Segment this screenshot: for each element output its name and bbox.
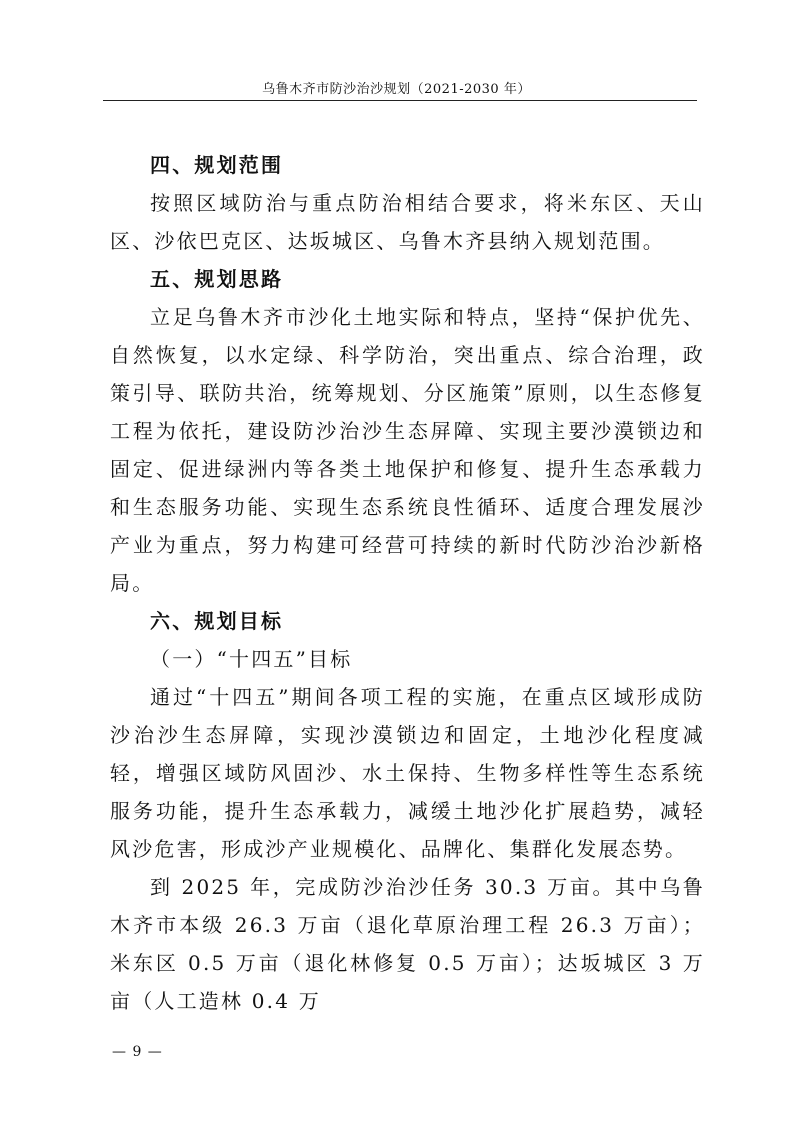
section-heading-scope: 四、规划范围 [150,153,284,177]
header-divider [103,100,697,101]
paragraph-goals-overview: 通过“十四五”期间各项工程的实施，在重点区域形成防沙治沙生态屏障，实现沙漠锁边和固定，土地沙化程度减轻，增强区域防风固沙、水土保持、生物多样性等生态系统服务功能，提升生态承载力，减缓土地沙化扩展趋势，减轻风沙危害，形成沙产业规模化、品牌化、集群化发展态势。 [110,685,705,861]
paragraph-goals-2025-targets: 到 2025 年，完成防沙治沙任务 30.3 万亩。其中乌鲁木齐市本级 26.3 万亩（退化草原治理工程 26.3 万亩）；米东区 0.5 万亩（退化林修复 0.5 万亩）；达坂城区 3 万亩（人工造林 0.4 万 [110,875,705,1013]
document-body [110,146,705,1020]
running-header-title: 乌鲁木齐市防沙治沙规划（2021-2030 年） [262,82,531,97]
section-heading-goals: 六、规划目标 [150,609,284,633]
paragraph-scope: 按照区域防治与重点防治相结合要求，将米东区、天山区、沙依巴克区、达坂城区、乌鲁木齐县纳入规划范围。 [110,191,705,253]
section-heading-approach: 五、规划思路 [150,267,284,291]
page-number: — 9 — [112,1044,163,1060]
paragraph-approach: 立足乌鲁木齐市沙化土地实际和特点，坚持“保护优先、自然恢复，以水定绿、科学防治，突出重点、综合治理，政策引导、联防共治，统筹规划、分区施策”原则，以生态修复工程为依托，建设防沙治沙生态屏障、实现主要沙漠锁边和固定、促进绿洲内等各类土地保护和修复、提升生态承载力和生态服务功能、实现生态系统良性循环、适度合理发展沙产业为重点，努力构建可经营可持续的新时代防沙治沙新格局。 [110,305,705,595]
subsection-heading-14th-five-year: （一）“十四五”目标 [150,647,353,671]
